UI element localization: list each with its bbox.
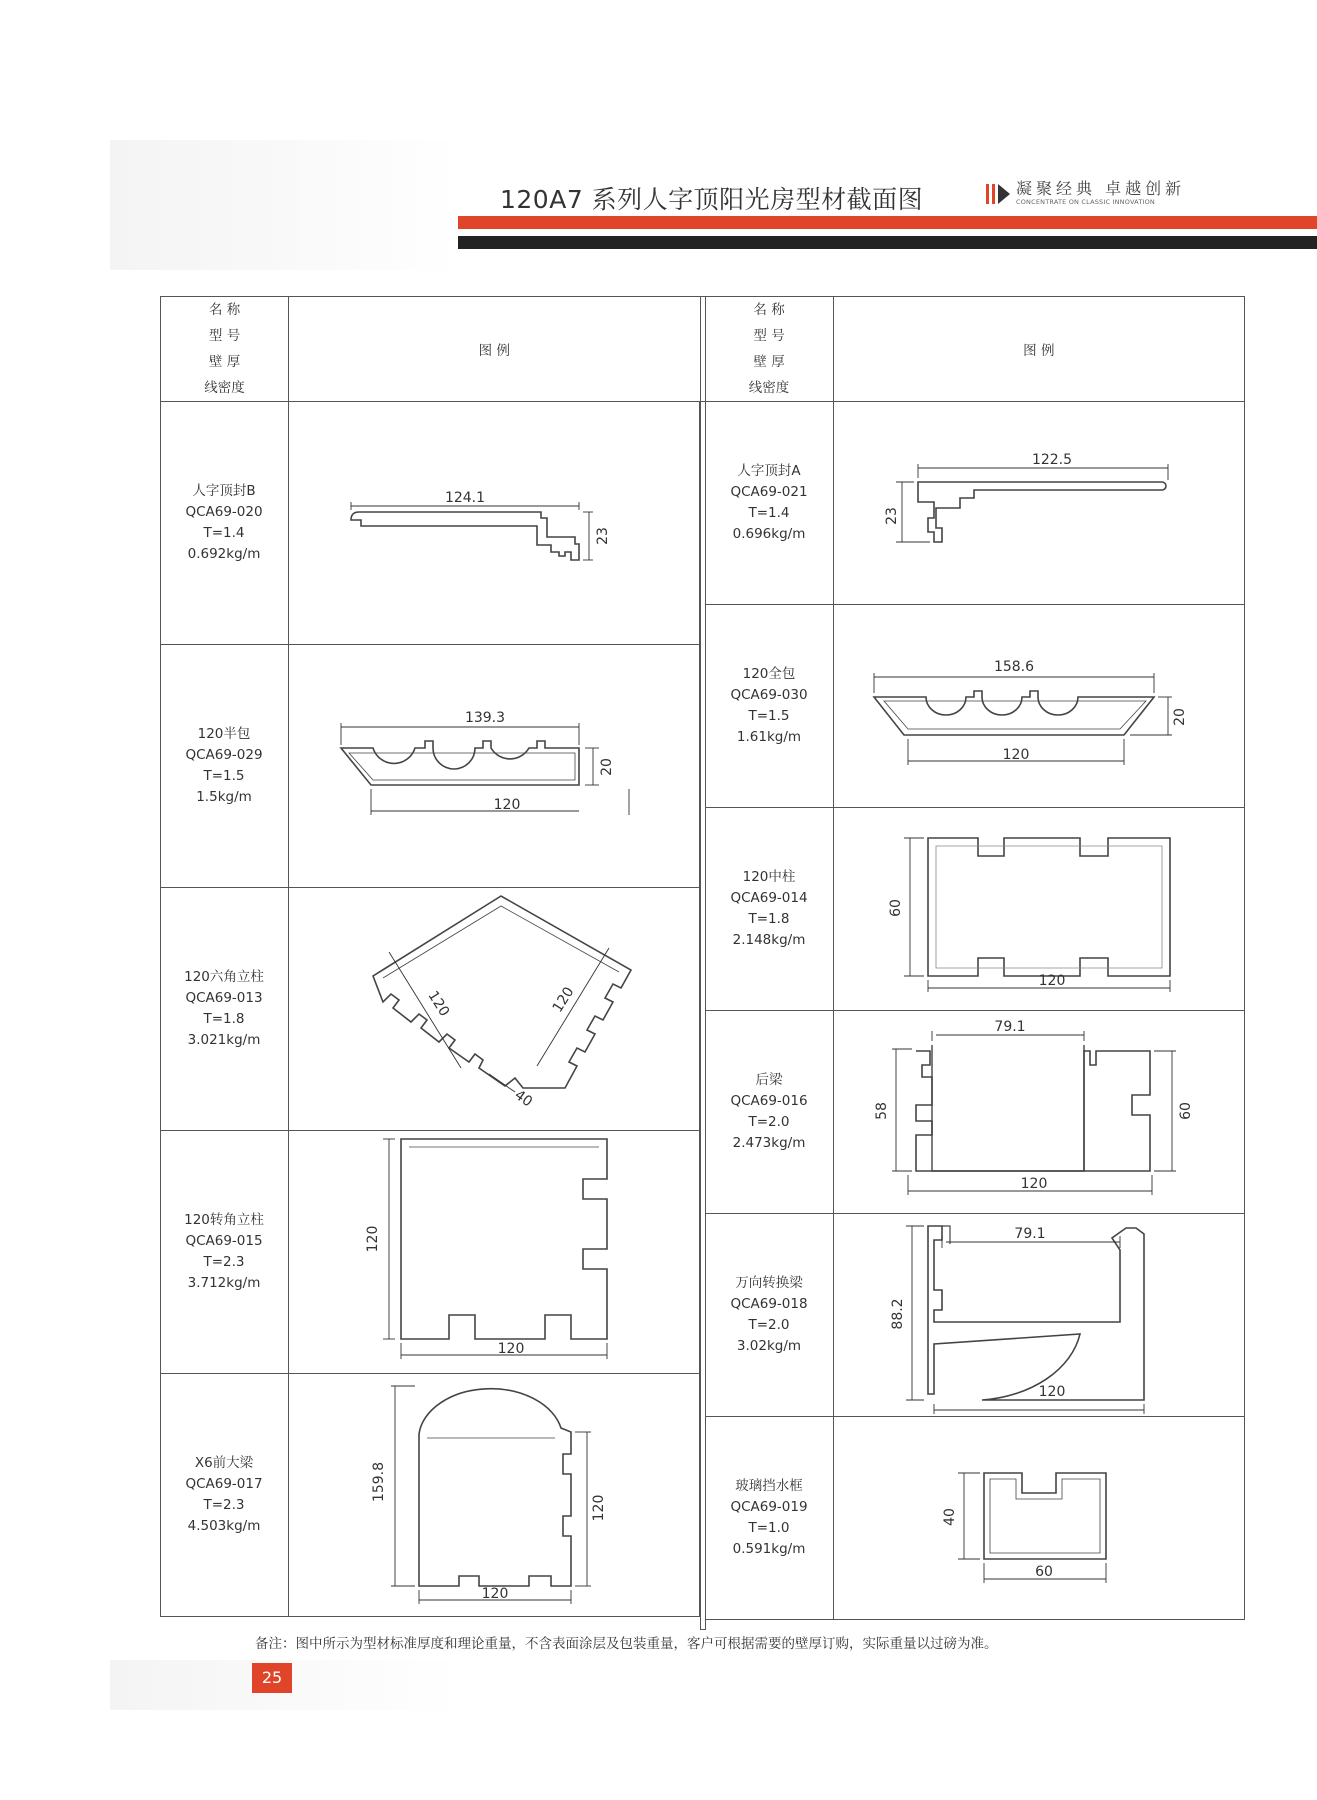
profile-model: QCA69-016 xyxy=(730,1093,808,1109)
header-label-thickness-right: 壁 厚 xyxy=(753,354,785,370)
table-row xyxy=(160,888,699,1131)
profile-drawing xyxy=(834,605,1244,807)
profile-thickness: T=1.0 xyxy=(748,1520,790,1536)
profile-density: 0.692kg/m xyxy=(187,546,261,562)
profile-table xyxy=(160,296,1245,1630)
profile-label xyxy=(160,1131,288,1374)
slogan xyxy=(986,180,1185,207)
profile-name: 人字顶封B xyxy=(192,483,256,499)
profile-name: 玻璃挡水框 xyxy=(735,1478,803,1494)
profile-label xyxy=(705,402,833,605)
profile-figure xyxy=(288,402,699,645)
profile-density: 0.696kg/m xyxy=(732,526,806,542)
profile-name: 120转角立柱 xyxy=(184,1212,264,1228)
table-row xyxy=(705,1011,1244,1214)
table-row xyxy=(160,1374,699,1617)
profile-drawing xyxy=(834,808,1244,1010)
profile-model: QCA69-017 xyxy=(185,1476,263,1492)
profile-density: 3.712kg/m xyxy=(187,1275,261,1291)
dim-label: 120 xyxy=(1038,1384,1065,1400)
profile-label xyxy=(705,1214,833,1417)
profile-model: QCA69-014 xyxy=(730,890,808,906)
page-title: 120A7 系列人字顶阳光房型材截面图 xyxy=(500,185,924,214)
page-number: 25 xyxy=(252,1663,292,1693)
dim-label: 60 xyxy=(1177,1102,1194,1120)
profile-name: 人字顶封A xyxy=(737,463,801,479)
table-body-row xyxy=(161,402,1245,1630)
table-row xyxy=(160,402,699,645)
dim-label: 120 xyxy=(590,1494,607,1522)
profile-thickness: T=2.3 xyxy=(203,1497,245,1513)
profile-model: QCA69-015 xyxy=(185,1233,263,1249)
table-row xyxy=(705,1214,1244,1417)
dim-label: 159.8 xyxy=(370,1461,387,1503)
dim-label: 79.1 xyxy=(993,1019,1026,1035)
profile-density: 3.02kg/m xyxy=(736,1338,802,1354)
profile-model: QCA69-018 xyxy=(730,1296,808,1312)
dim-label: 20 xyxy=(1171,708,1188,726)
dim-label: 158.6 xyxy=(993,659,1034,675)
profile-figure xyxy=(288,888,699,1131)
profile-drawing xyxy=(289,645,699,887)
header-label-density-right: 线密度 xyxy=(748,380,790,396)
dim-label: 120 xyxy=(364,1225,381,1253)
header-band-red xyxy=(458,216,1317,229)
profile-model: QCA69-013 xyxy=(185,990,263,1006)
profile-figure xyxy=(288,1374,699,1617)
profile-figure xyxy=(288,1131,699,1374)
table-header-row xyxy=(161,297,1245,402)
dim-label: 120 xyxy=(424,988,452,1020)
slogan-en: CONCENTRATE ON CLASSIC INNOVATION xyxy=(1016,198,1155,206)
profile-figure xyxy=(833,1214,1244,1417)
profile-label xyxy=(160,888,288,1131)
profile-thickness: T=1.4 xyxy=(748,505,790,521)
slogan-cn: 凝聚经典 卓越创新 xyxy=(1016,179,1186,198)
dim-label: 120 xyxy=(1002,747,1029,763)
profile-model: QCA69-021 xyxy=(730,484,808,500)
header-band-dark xyxy=(458,236,1317,249)
profile-thickness: T=1.5 xyxy=(748,708,790,724)
right-column xyxy=(705,401,1245,1620)
profile-label xyxy=(705,808,833,1011)
profile-thickness: T=1.8 xyxy=(203,1011,245,1027)
header-figure-cell-right: 图 例 xyxy=(833,297,1244,402)
profile-figure xyxy=(833,605,1244,808)
profile-drawing xyxy=(834,402,1244,604)
profile-thickness: T=1.5 xyxy=(203,768,245,784)
profile-drawing xyxy=(289,1131,699,1373)
dim-label: 20 xyxy=(598,758,615,776)
slogan-arrow-icon xyxy=(986,184,1010,204)
table-row xyxy=(705,605,1244,808)
profile-drawing xyxy=(289,1374,699,1616)
profile-label xyxy=(705,1011,833,1214)
profile-density: 1.5kg/m xyxy=(196,789,252,805)
header-label-cell-right xyxy=(705,297,833,402)
profile-density: 2.473kg/m xyxy=(732,1135,806,1151)
profile-name: 120六角立柱 xyxy=(184,969,264,985)
profile-name: 万向转换梁 xyxy=(735,1275,803,1291)
dim-label: 60 xyxy=(1034,1564,1053,1580)
header-label-name: 名 称 xyxy=(208,302,241,318)
dim-label: 120 xyxy=(1038,973,1065,989)
dim-label: 40 xyxy=(510,1087,535,1111)
dim-label: 23 xyxy=(883,507,900,525)
profile-label xyxy=(705,605,833,808)
profile-drawing xyxy=(289,888,699,1130)
header-label-cell xyxy=(161,297,289,402)
profile-drawing xyxy=(834,1214,1244,1416)
dim-label: 139.3 xyxy=(464,710,505,726)
profile-label xyxy=(160,402,288,645)
profile-thickness: T=2.0 xyxy=(748,1114,790,1130)
table-row xyxy=(160,645,699,888)
dim-label: 23 xyxy=(594,527,611,545)
profile-density: 2.148kg/m xyxy=(732,932,806,948)
profile-label xyxy=(160,1374,288,1617)
profile-density: 0.591kg/m xyxy=(732,1541,806,1557)
profile-name: 120中柱 xyxy=(742,869,796,885)
profile-thickness: T=2.3 xyxy=(203,1254,245,1270)
profile-density: 1.61kg/m xyxy=(736,729,802,745)
profile-model: QCA69-030 xyxy=(730,687,808,703)
profile-figure xyxy=(833,402,1244,605)
dim-label: 120 xyxy=(497,1341,524,1357)
dim-label: 122.5 xyxy=(1031,452,1072,468)
profile-density: 4.503kg/m xyxy=(187,1518,261,1534)
profile-name: 后梁 xyxy=(755,1072,783,1088)
profile-drawing xyxy=(834,1417,1244,1619)
table-row xyxy=(705,402,1244,605)
profile-name: X6前大梁 xyxy=(194,1455,254,1471)
profile-figure xyxy=(833,1011,1244,1214)
profile-model: QCA69-019 xyxy=(730,1499,808,1515)
header-label-model-right: 型 号 xyxy=(753,328,785,344)
page-shade xyxy=(110,140,460,270)
profile-density: 3.021kg/m xyxy=(187,1032,261,1048)
profile-name: 120半包 xyxy=(197,726,251,742)
profile-figure xyxy=(288,645,699,888)
table-row xyxy=(160,1131,699,1374)
dim-label: 120 xyxy=(493,797,520,813)
header-figure-cell: 图 例 xyxy=(289,297,700,402)
profile-drawing xyxy=(834,1011,1244,1213)
table-row xyxy=(705,808,1244,1011)
profile-thickness: T=1.8 xyxy=(748,911,790,927)
dim-label: 88.2 xyxy=(889,1298,906,1330)
left-column xyxy=(160,401,700,1617)
table-row xyxy=(705,1417,1244,1620)
header-label-model: 型 号 xyxy=(208,328,241,344)
header-label-name-right: 名 称 xyxy=(753,302,785,318)
profile-figure xyxy=(833,808,1244,1011)
profile-name: 120全包 xyxy=(742,666,796,682)
profile-model: QCA69-029 xyxy=(185,747,263,763)
dim-label: 124.1 xyxy=(444,490,485,506)
dim-label: 40 xyxy=(941,1508,958,1526)
dim-label: 79.1 xyxy=(1013,1226,1046,1242)
profile-model: QCA69-020 xyxy=(185,504,263,520)
dim-label: 60 xyxy=(887,899,904,917)
profile-thickness: T=1.4 xyxy=(203,525,245,541)
dim-label: 58 xyxy=(873,1102,890,1120)
dim-label: 120 xyxy=(481,1586,508,1602)
profile-label xyxy=(705,1417,833,1620)
dim-label: 120 xyxy=(549,984,577,1016)
profile-thickness: T=2.0 xyxy=(748,1317,790,1333)
header-label-density: 线密度 xyxy=(204,380,245,396)
footnote: 备注：图中所示为型材标准厚度和理论重量，不含表面涂层及包装重量，客户可根据需要的壁厚订购，实际重量以过磅为准。 xyxy=(255,1636,998,1652)
profile-figure xyxy=(833,1417,1244,1620)
header-label-thickness: 壁 厚 xyxy=(208,354,241,370)
profile-label xyxy=(160,645,288,888)
dim-label: 120 xyxy=(1020,1176,1047,1192)
profile-drawing xyxy=(289,402,699,644)
